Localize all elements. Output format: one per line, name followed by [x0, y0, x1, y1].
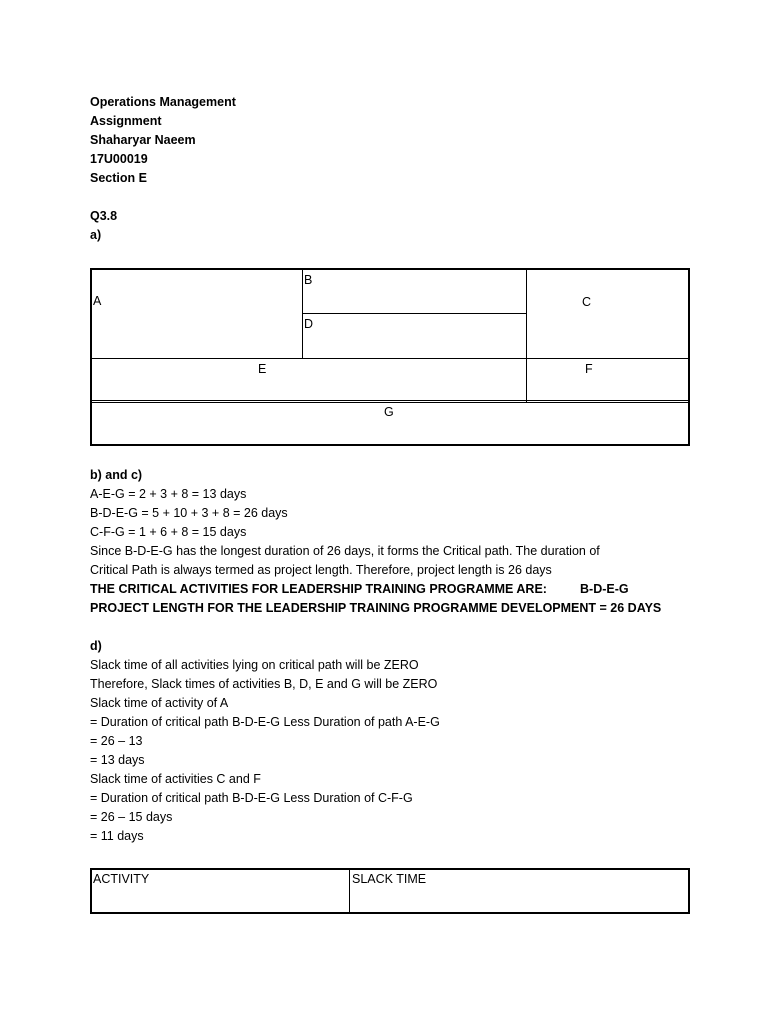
course-title: Operations Management: [90, 95, 236, 109]
assignment-label: Assignment: [90, 114, 162, 128]
explanation-line: Critical Path is always termed as project length. Therefore, project length is 26 days: [90, 563, 552, 577]
slack-line: Slack time of activities C and F: [90, 772, 261, 786]
activity-diagram: [90, 268, 690, 446]
slack-line: = Duration of critical path B-D-E-G Less Duration of C-F-G: [90, 791, 413, 805]
critical-activities-line: [90, 580, 690, 599]
part-d-heading: d): [90, 639, 102, 653]
diagram-cell-f: F: [585, 362, 593, 376]
path-line: A-E-G = 2 + 3 + 8 = 13 days: [90, 487, 247, 501]
diagram-cell-a: A: [93, 294, 102, 308]
diagram-cell-g: G: [384, 405, 394, 419]
part-bc-heading: b) and c): [90, 468, 143, 482]
critical-activities-value: B-D-E-G: [580, 582, 629, 596]
part-a-heading: a): [90, 228, 102, 242]
student-name: Shaharyar Naeem: [90, 133, 196, 147]
path-line: C-F-G = 1 + 6 + 8 = 15 days: [90, 525, 247, 539]
student-id: 17U00019: [90, 152, 148, 166]
document-body: [90, 93, 690, 245]
diagram-cell-e: E: [258, 362, 267, 376]
diagram-cell-b: B: [304, 273, 313, 287]
diagram-cell-d: D: [304, 317, 314, 331]
project-length-line: PROJECT LENGTH FOR THE LEADERSHIP TRAINING PROGRAMME DEVELOPMENT = 26 DAYS: [90, 601, 662, 615]
slack-line: Slack time of all activities lying on critical path will be ZERO: [90, 658, 419, 672]
slack-line: = 26 – 15 days: [90, 810, 173, 824]
section-label: Section E: [90, 171, 147, 185]
slack-line: Therefore, Slack times of activities B, D, E and G will be ZERO: [90, 677, 438, 691]
slack-line: = 11 days: [90, 829, 144, 843]
part-bc: [90, 466, 690, 846]
critical-activities-label: THE CRITICAL ACTIVITIES FOR LEADERSHIP TRAINING PROGRAMME ARE:: [90, 582, 547, 596]
slack-table-header-slack: SLACK TIME: [352, 872, 427, 886]
question-number: Q3.8: [90, 209, 118, 223]
path-line: B-D-E-G = 5 + 10 + 3 + 8 = 26 days: [90, 506, 288, 520]
slack-table: [90, 868, 690, 914]
slack-line: Slack time of activity of A: [90, 696, 229, 710]
slack-table-header-activity: ACTIVITY: [93, 872, 150, 886]
slack-line: = 26 – 13: [90, 734, 143, 748]
explanation-line: Since B-D-E-G has the longest duration of 26 days, it forms the Critical path. The duration of: [90, 544, 600, 558]
slack-line: = Duration of critical path B-D-E-G Less Duration of path A-E-G: [90, 715, 440, 729]
diagram-cell-c: C: [582, 295, 592, 309]
slack-line: = 13 days: [90, 753, 145, 767]
